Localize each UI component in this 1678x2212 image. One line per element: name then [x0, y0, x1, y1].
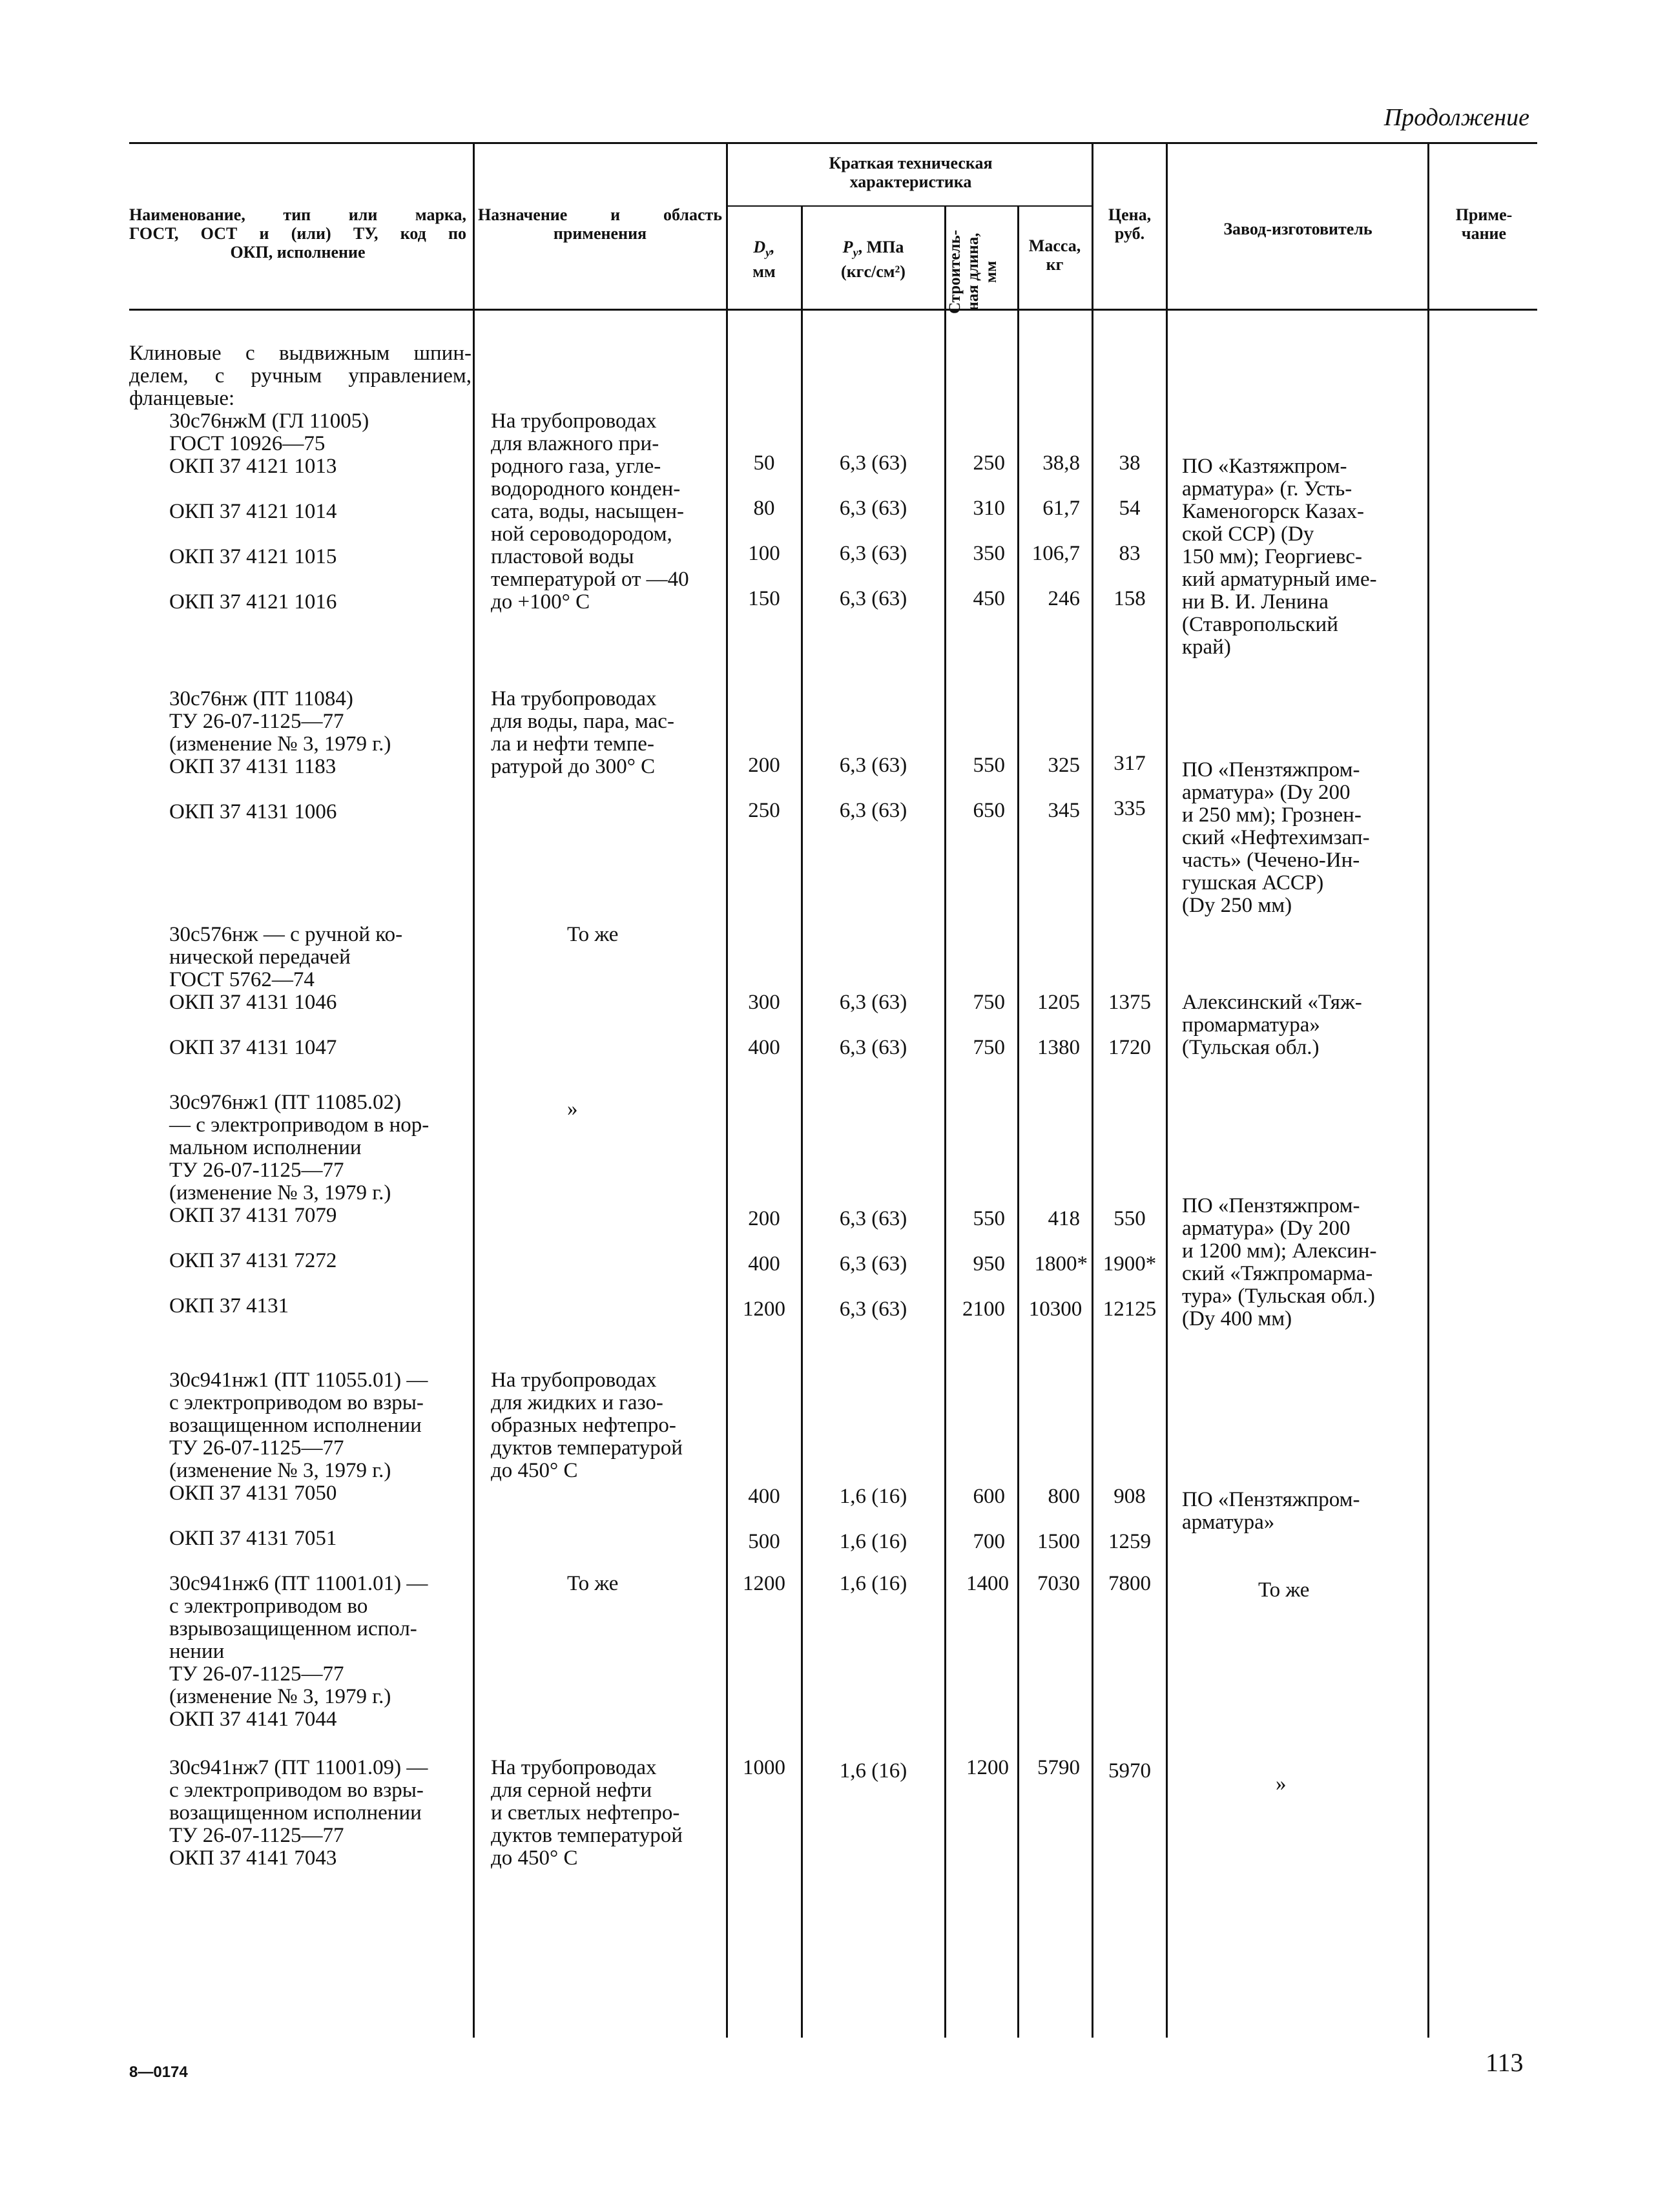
- group-maker: ПО «Казтяжпром- арматура» (г. Усть- Каменогорск Казах- ской ССР) (Dy 150 мм); Георгиевс- кий арматурный име- ни В. И. Ленина (Ставропольский край): [1182, 455, 1377, 659]
- col-divider-7: [1166, 142, 1168, 2038]
- py-value: 6,3 (63): [839, 991, 907, 1014]
- okp-code: ОКП 37 4131 1047: [169, 1036, 337, 1059]
- header-price: Цена, руб.: [1108, 205, 1152, 243]
- col-divider-6: [1092, 142, 1093, 2038]
- group-maker: »: [1276, 1772, 1287, 1795]
- length-value: 450: [973, 587, 1005, 610]
- py-value: 6,3 (63): [839, 799, 907, 822]
- header-purpose: Назначение и область применения: [478, 205, 722, 243]
- length-value: 2100: [962, 1297, 1005, 1321]
- mass-value: 61,7: [1042, 497, 1080, 520]
- okp-code: ОКП 37 4121 1015: [169, 545, 337, 568]
- price-value: 550: [1113, 1207, 1146, 1230]
- dy-value: 1200: [743, 1572, 785, 1595]
- group-purpose: На трубопроводах для серной нефти и светлых нефтепро- дуктов температурой до 450° С: [491, 1756, 683, 1870]
- price-value: 1720: [1108, 1036, 1151, 1059]
- price-value: 1259: [1108, 1530, 1151, 1553]
- group-purpose: На трубопроводах для жидких и газо- образных нефтепро- дуктов температурой до 450° С: [491, 1369, 683, 1482]
- dy-value: 400: [748, 1485, 780, 1508]
- okp-code: ОКП 37 4131 1046: [169, 991, 337, 1014]
- py-value: 6,3 (63): [839, 497, 907, 520]
- dy-value: 400: [748, 1036, 780, 1059]
- length-value: 250: [973, 451, 1005, 475]
- dy-value: 1000: [743, 1756, 785, 1779]
- col-divider-3: [801, 207, 803, 2038]
- py-value: 1,6 (16): [839, 1485, 907, 1508]
- mass-value: 1800*: [1034, 1252, 1088, 1276]
- group-name: 30с941нж1 (ПТ 11055.01) — с электроприводом во взры- возащищенном исполнении ТУ 26-07-1125—77 (изменение № 3, 1979 г.): [169, 1369, 428, 1482]
- group-maker: ПО «Пензтяжпром- арматура» (Dy 200 и 250 мм); Грознен- ский «Нефтехимзап- часть» (Чечено-Ин- гушская АССР) (Dy 250 мм): [1182, 758, 1370, 917]
- price-value: 1375: [1108, 991, 1151, 1014]
- group-maker: То же: [1258, 1578, 1310, 1602]
- py-value: 6,3 (63): [839, 542, 907, 565]
- py-value: 6,3 (63): [839, 1036, 907, 1059]
- header-tech: Краткая техническая характеристика: [829, 154, 993, 191]
- header-bottom-rule: [129, 309, 1537, 311]
- intro-text: Клиновые с выдвижным шпин- делем, с ручным управлением,: [129, 342, 471, 388]
- dy-value: 80: [753, 497, 775, 520]
- header-note: Приме- чание: [1455, 205, 1513, 243]
- group-maker: Алексинский «Тяж- промарматура» (Тульская обл.): [1182, 991, 1362, 1059]
- group-maker: ПО «Пензтяжпром- арматура» (Dy 200 и 1200 мм); Алексин- ский «Тяжпромарма- тура» (Тульская обл.) (Dy 400 мм): [1182, 1194, 1377, 1330]
- col-divider-5: [1017, 207, 1019, 2038]
- header-name: Наименование, тип или марка, ГОСТ, ОСТ и (или) ТУ, код по: [129, 205, 466, 243]
- dy-value: 150: [748, 587, 780, 610]
- mass-value: 106,7: [1031, 542, 1080, 565]
- page-number: 113: [1486, 2048, 1524, 2077]
- group-maker: ПО «Пензтяжпром- арматура»: [1182, 1488, 1360, 1534]
- group-name: 30с976нж1 (ПТ 11085.02) — с электроприводом в нор- мальном исполнении ТУ 26-07-1125—77 (изменение № 3, 1979 г.): [169, 1091, 430, 1204]
- py-value: 1,6 (16): [839, 1759, 907, 1783]
- price-value: 38: [1119, 451, 1141, 475]
- mass-value: 5790: [1037, 1756, 1080, 1779]
- py-value: 6,3 (63): [839, 587, 907, 610]
- okp-code: ОКП 37 4131 7051: [169, 1527, 337, 1550]
- group-name: 30с941нж6 (ПТ 11001.01) — с электроприводом во взрывозащищенном испол- нении ТУ 26-07-1125—77 (изменение № 3, 1979 г.) ОКП 37 4141 7044: [169, 1572, 428, 1731]
- price-value: 83: [1119, 542, 1141, 565]
- okp-code: ОКП 37 4131 7050: [169, 1482, 337, 1505]
- dy-value: 400: [748, 1252, 780, 1276]
- py-value: 6,3 (63): [839, 1252, 907, 1276]
- length-value: 750: [973, 991, 1005, 1014]
- okp-code: ОКП 37 4131: [169, 1294, 289, 1318]
- price-value: 1900*: [1103, 1252, 1157, 1276]
- py-value: 6,3 (63): [839, 451, 907, 475]
- col-divider-4: [944, 207, 946, 2038]
- dy-value: 300: [748, 991, 780, 1014]
- col-divider-1: [473, 142, 475, 2038]
- mass-value: 345: [1048, 799, 1080, 822]
- okp-code: ОКП 37 4121 1014: [169, 500, 337, 523]
- price-value: 335: [1113, 797, 1146, 820]
- group-purpose: То же: [567, 1572, 619, 1595]
- group-purpose: На трубопроводах для влажного при- родного газа, угле- водородного конден- сата, воды, насыщен- ной сероводородом, пластовой воды температурой от —40 до +100° С: [491, 409, 689, 614]
- dy-value: 500: [748, 1530, 780, 1553]
- length-value: 310: [973, 497, 1005, 520]
- mass-value: 800: [1048, 1485, 1080, 1508]
- group-purpose: »: [567, 1097, 578, 1121]
- header-mass: Масса, кг: [1028, 236, 1081, 274]
- py-value: 6,3 (63): [839, 1297, 907, 1321]
- length-value: 550: [973, 1207, 1005, 1230]
- mass-value: 1205: [1037, 991, 1080, 1014]
- price-value: 158: [1113, 587, 1146, 610]
- length-value: 550: [973, 754, 1005, 777]
- tech-subheader-rule: [726, 205, 1092, 207]
- group-name: 30с576нж — с ручной ко- нической передачей ГОСТ 5762—74: [169, 923, 403, 991]
- group-name: 30с76нжМ (ГЛ 11005) ГОСТ 10926—75: [169, 409, 369, 455]
- price-value: 54: [1119, 497, 1141, 520]
- okp-code: ОКП 37 4131 7079: [169, 1204, 337, 1227]
- okp-code: ОКП 37 4121 1013: [169, 455, 337, 478]
- group-name: 30с941нж7 (ПТ 11001.09) — с электроприводом во взры- возащищенном исполнении ТУ 26-07-1125—77 ОКП 37 4141 7043: [169, 1756, 428, 1870]
- col-divider-2: [726, 142, 728, 2038]
- table-top-rule: [129, 142, 1537, 144]
- okp-code: ОКП 37 4131 1183: [169, 755, 337, 778]
- price-value: 7800: [1108, 1572, 1151, 1595]
- mass-value: 1500: [1037, 1530, 1080, 1553]
- length-value: 750: [973, 1036, 1005, 1059]
- price-value: 908: [1113, 1485, 1146, 1508]
- length-value: 700: [973, 1530, 1005, 1553]
- py-value: 1,6 (16): [839, 1530, 907, 1553]
- mass-value: 10300: [1028, 1297, 1082, 1321]
- header-dy: $D_у$, мм: [752, 238, 776, 282]
- price-value: 5970: [1108, 1759, 1151, 1783]
- continued-label: Продолжение: [1383, 104, 1529, 131]
- okp-code: ОКП 37 4121 1016: [169, 590, 337, 614]
- length-value: 1200: [966, 1756, 1009, 1779]
- length-value: 350: [973, 542, 1005, 565]
- length-value: 1400: [966, 1572, 1009, 1595]
- py-value: 6,3 (63): [839, 754, 907, 777]
- mass-value: 325: [1048, 754, 1080, 777]
- mass-value: 1380: [1037, 1036, 1080, 1059]
- header-name-line3: ОКП, исполнение: [230, 243, 366, 262]
- length-value: 600: [973, 1485, 1005, 1508]
- group-purpose: То же: [567, 923, 619, 946]
- dy-value: 1200: [743, 1297, 785, 1321]
- py-value: 6,3 (63): [839, 1207, 907, 1230]
- group-name: 30с76нж (ПТ 11084) ТУ 26-07-1125—77 (изменение № 3, 1979 г.): [169, 687, 391, 756]
- dy-value: 50: [753, 451, 775, 475]
- mass-value: 38,8: [1042, 451, 1080, 475]
- length-value: 650: [973, 799, 1005, 822]
- header-py: $P_у$, МПа (кгс/см²): [841, 238, 906, 282]
- dy-value: 200: [748, 754, 780, 777]
- header-length: Строитель- ная длина, мм: [946, 229, 1000, 315]
- group-purpose: На трубопроводах для воды, пара, мас- ла и нефти темпе- ратурой до 300° С: [491, 687, 674, 778]
- mass-value: 246: [1048, 587, 1080, 610]
- col-divider-8: [1427, 142, 1429, 2038]
- dy-value: 100: [748, 542, 780, 565]
- mass-value: 7030: [1037, 1572, 1080, 1595]
- header-maker: Завод-изготовитель: [1223, 220, 1372, 238]
- length-value: 950: [973, 1252, 1005, 1276]
- price-value: 317: [1113, 752, 1146, 775]
- dy-value: 200: [748, 1207, 780, 1230]
- dy-value: 250: [748, 799, 780, 822]
- okp-code: ОКП 37 4131 7272: [169, 1249, 337, 1272]
- intro-text-last: фланцевые:: [129, 387, 235, 410]
- py-value: 1,6 (16): [839, 1572, 907, 1595]
- okp-code: ОКП 37 4131 1006: [169, 800, 337, 823]
- print-code: 8—0174: [129, 2063, 188, 2081]
- mass-value: 418: [1048, 1207, 1080, 1230]
- price-value: 12125: [1103, 1297, 1157, 1321]
